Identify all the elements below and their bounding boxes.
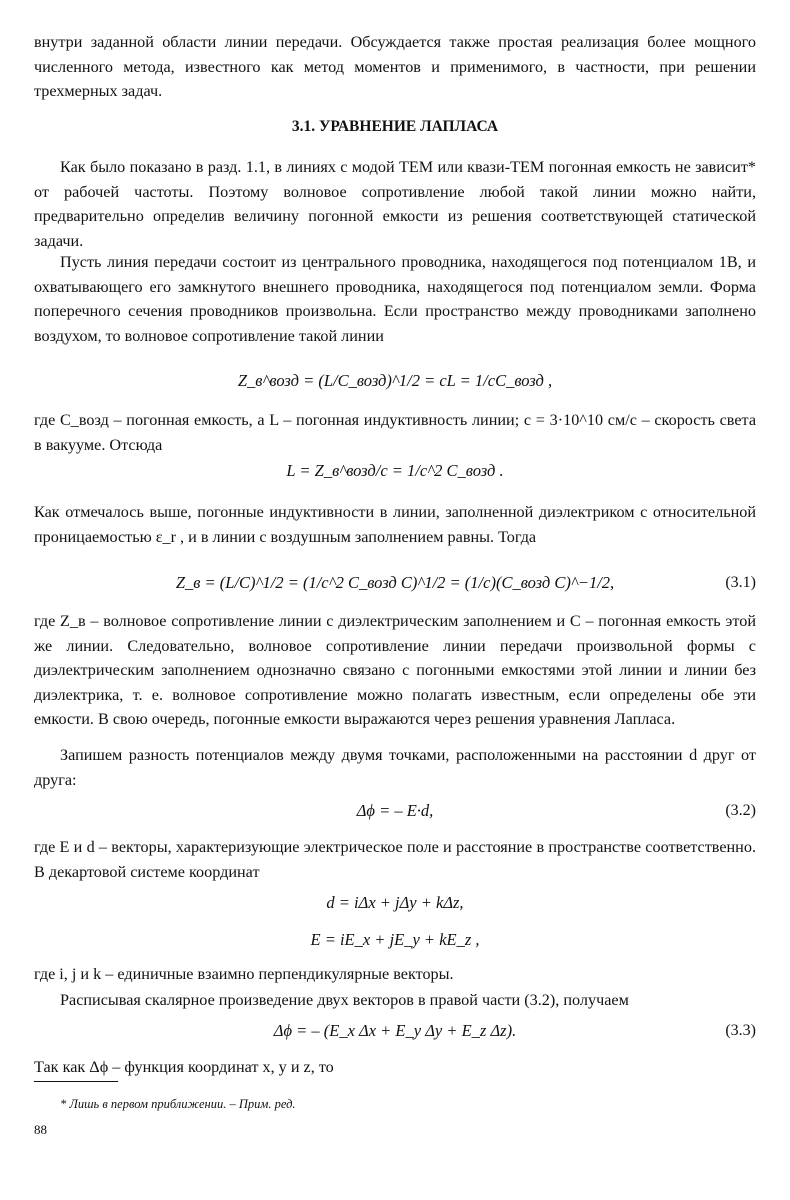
equation-e-vector: E = iE_x + jE_y + kE_z , xyxy=(310,930,480,949)
footnote: * Лишь в первом приближении. – Прим. ред. xyxy=(60,1097,296,1111)
section-title: 3.1. УРАВНЕНИЕ ЛАПЛАСА xyxy=(291,118,499,135)
paragraph-2: Пусть линия передачи состоит из центрального проводника, находящегося под потенциалом 1В, и охватывающего его замкнутого внешнего проводника, находящегося под потенциалом земли. Форма поперечного сечения проводников произвольна. Если пространство между проводниками заполнено воздухом, то волновое сопротивление такой линии xyxy=(34,253,756,345)
paragraph-9: Расписывая скалярное произведение двух векторов в правой части (3.2), получаем xyxy=(60,991,629,1009)
equation-3-2 xyxy=(34,798,756,824)
page-number: 88 xyxy=(34,1122,47,1137)
paragraph-intro-continued: внутри заданной области линии передачи. Обсуждается также простая реализация более мощного численного метода, известного как метод моментов и применимого, в частности, при решении трехмерных задач. xyxy=(34,33,756,101)
equation-3-1-number: (3.1) xyxy=(725,574,756,591)
equation-3-2-number: (3.2) xyxy=(725,802,756,819)
paragraph-6: Запишем разность потенциалов между двумя точками, расположенными на расстоянии d друг от друга: xyxy=(34,746,756,789)
equation-d-vector: d = iΔx + jΔy + kΔz, xyxy=(326,893,464,912)
paragraph-1: Как было показано в разд. 1.1, в линиях с модой ТЕМ или квази-ТЕМ погонная емкость не зависит* от рабочей частоты. Поэтому волновое сопротивление любой такой линии можно найти, предварительно определив величину погонной емкости из решения соответствующей статической задачи. xyxy=(34,158,756,250)
paragraph-4: Как отмечалось выше, погонные индуктивности в линии, заполненной диэлектриком с относительной проницаемостью ε_r , и в линии с воздушным заполнением равны. Тогда xyxy=(34,503,756,546)
equation-3-3-body: Δϕ = – (E_x Δx + E_y Δy + E_z Δz). xyxy=(273,1021,517,1040)
equation-3-1-body: Z_в = (L/C)^1/2 = (1/c^2 C_возд C)^1/2 = (1/c)(C_возд C)^−1/2, xyxy=(175,573,615,592)
paragraph-8: где i, j и k – единичные взаимно перпендикулярные векторы. xyxy=(34,965,454,983)
paragraph-10: Так как Δϕ – функция координат x, y и z, то xyxy=(34,1058,334,1076)
paragraph-7: где E и d – векторы, характеризующие электрическое поле и расстояние в пространстве соответственно. В декартовой системе координат xyxy=(34,838,756,881)
equation-3-1 xyxy=(34,570,756,596)
equation-3-2-body: Δϕ = – E·d, xyxy=(356,801,434,820)
paragraph-5: где Z_в – волновое сопротивление линии с диэлектрическим заполнением и C – погонная емкость этой же линии. Следовательно, волновое сопротивление линии передачи произвольной формы с диэлектрическим заполнением однозначно связано с погонными емкостями этой линии и линии без диэлектрика, т. е. волновое сопротивление можно полагать известным, если определены обе эти емкости. В свою очередь, погонные емкости выражаются через решения уравнения Лапласа. xyxy=(34,612,756,729)
equation-z-air: Z_в^возд = (L/C_возд)^1/2 = cL = 1/cC_возд , xyxy=(237,371,553,390)
equation-3-3 xyxy=(34,1018,756,1044)
equation-inductance: L = Z_в^возд/c = 1/c^2 C_возд . xyxy=(286,461,504,480)
footnote-rule xyxy=(34,1081,118,1082)
equation-3-3-number: (3.3) xyxy=(725,1022,756,1039)
paragraph-3: где C_возд – погонная емкость, а L – погонная индуктивность линии; c = 3·10^10 см/с – скорость света в вакууме. Отсюда xyxy=(34,411,756,454)
